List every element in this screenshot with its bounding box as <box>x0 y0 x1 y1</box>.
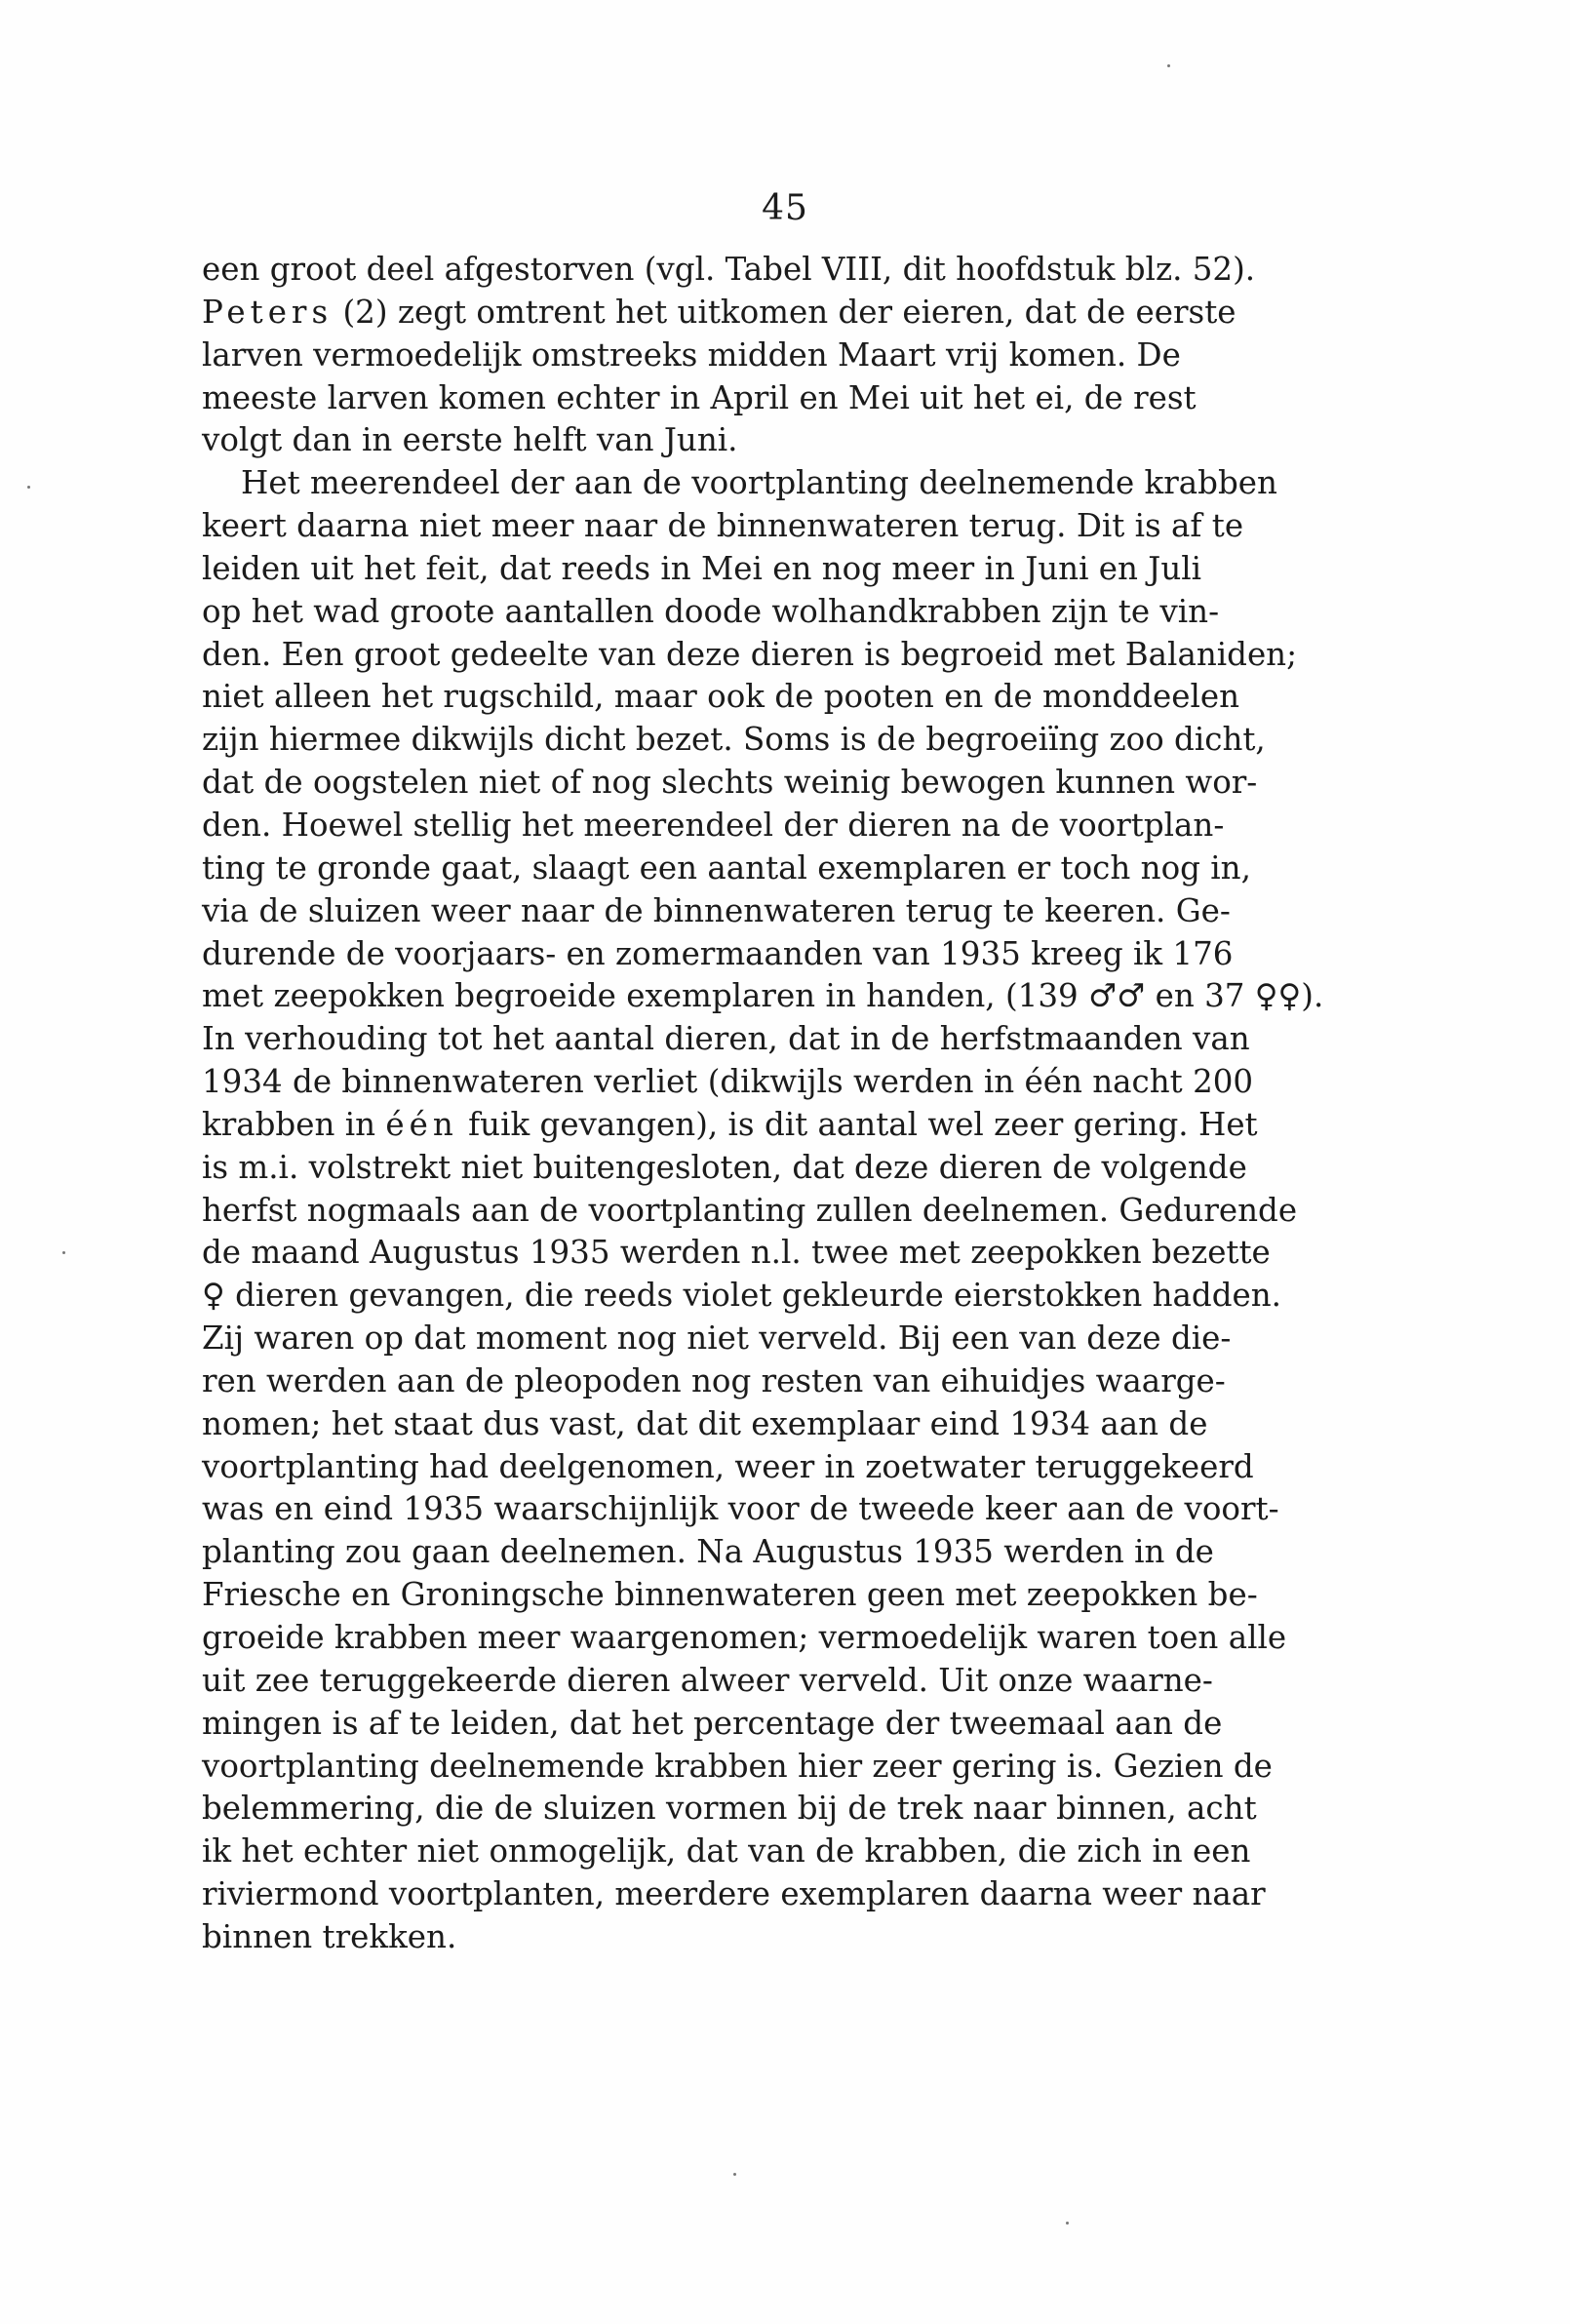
spaced-word: één <box>385 1105 458 1143</box>
scan-speck <box>62 1251 65 1254</box>
text-line: op het wad groote aantallen doode wolhandkrabben zijn te vin- <box>202 592 1220 630</box>
text-line: den. Een groot gedeelte van deze dieren is begroeid met Balaniden; <box>202 635 1298 673</box>
text-line: riviermond voortplanten, meerdere exemplaren daarna weer naar <box>202 1875 1266 1913</box>
text-line: nomen; het staat dus vast, dat dit exemplaar eind 1934 aan de <box>202 1404 1208 1442</box>
text-line: durende de voorjaars- en zomermaanden van 1935 kreeg ik 176 <box>202 934 1234 972</box>
text-line: dat de oogstelen niet of nog slechts weinig bewogen kunnen wor- <box>202 764 1258 802</box>
text-line: een groot deel afgestorven (vgl. Tabel VIII, dit hoofdstuk blz. 52). <box>202 251 1256 288</box>
text-line: via de sluizen weer naar de binnenwateren terug te keeren. Ge- <box>202 891 1231 929</box>
body-text <box>202 249 1324 1959</box>
page-number: 45 <box>762 188 808 228</box>
text-line: de maand Augustus 1935 werden n.l. twee met zeepokken bezette <box>202 1234 1271 1272</box>
text-line: ik het echter niet onmogelijk, dat van de krabben, die zich in een <box>202 1832 1251 1871</box>
text-line: herfst nogmaals aan de voortplanting zullen deelnemen. Gedurende <box>202 1191 1298 1229</box>
text-line: niet alleen het rugschild, maar ook de pooten en de monddeelen <box>202 678 1240 716</box>
text-line: groeide krabben meer waargenomen; vermoedelijk waren toen alle <box>202 1619 1287 1656</box>
text-line: larven vermoedelijk omstreeks midden Maart vrij komen. De <box>202 335 1181 374</box>
text-line: ren werden aan de pleopoden nog resten van eihuidjes waarge- <box>202 1361 1226 1399</box>
text-line: meeste larven komen echter in April en Mei uit het ei, de rest <box>202 378 1197 416</box>
text-line: Friesche en Groningsche binnenwateren geen met zeepokken be- <box>202 1576 1258 1614</box>
text-line: is m.i. volstrekt niet buitengesloten, dat deze dieren de volgende <box>202 1148 1247 1186</box>
text-line: binnen trekken. <box>202 1917 457 1955</box>
text-line: planting zou gaan deelnemen. Na Augustus 1935 werden in de <box>202 1533 1214 1571</box>
text-line: Peters (2) zegt omtrent het uitkomen der eieren, dat de eerste <box>202 293 1236 331</box>
text-line: leiden uit het feit, dat reeds in Mei en nog meer in Juni en Juli <box>202 549 1202 587</box>
text-line: mingen is af te leiden, dat het percentage der tweemaal aan de <box>202 1704 1223 1742</box>
text-line: met zeepokken begroeide exemplaren in handen, (139 ♂♂ en 37 ♀♀). <box>202 977 1324 1015</box>
text-line: belemmering, die de sluizen vormen bij de trek naar binnen, acht <box>202 1790 1257 1828</box>
text-line: keert daarna niet meer naar de binnenwateren terug. Dit is af te <box>202 507 1244 545</box>
text-line: In verhouding tot het aantal dieren, dat in de herfstmaanden van <box>202 1020 1250 1058</box>
text-line: krabben in één fuik gevangen), is dit aantal wel zeer gering. Het <box>202 1105 1258 1143</box>
text-line: den. Hoewel stellig het meerendeel der dieren na de voortplan- <box>202 806 1225 844</box>
scan-speck <box>1167 64 1170 67</box>
scan-speck <box>733 2173 736 2176</box>
author-name: Peters <box>202 293 334 331</box>
text-line: zijn hiermee dikwijls dicht bezet. Soms is de begroeiïng zoo dicht, <box>202 721 1266 759</box>
text-line: uit zee teruggekeerde dieren alweer verveld. Uit onze waarne- <box>202 1661 1213 1699</box>
text-line: ♀ dieren gevangen, die reeds violet gekleurde eierstokken hadden. <box>202 1277 1281 1315</box>
spaced-phrase: krabben in <box>202 1105 376 1143</box>
scan-speck <box>1066 2222 1069 2225</box>
text-line: Het meerendeel der aan de voortplanting deelnemende krabben <box>241 464 1277 502</box>
text-line: ting te gronde gaat, slaagt een aantal exemplaren er toch nog in, <box>202 848 1251 886</box>
scan-speck <box>27 486 30 489</box>
text-line: 1934 de binnenwateren verliet (dikwijls werden in één nacht 200 <box>202 1063 1254 1101</box>
text-line: voortplanting had deelgenomen, weer in zoetwater teruggekeerd <box>202 1447 1254 1485</box>
text-line: Zij waren op dat moment nog niet verveld. Bij een van deze die- <box>202 1320 1232 1358</box>
text-line: voortplanting deelnemende krabben hier zeer gering is. Gezien de <box>202 1747 1273 1785</box>
text-line: was en eind 1935 waarschijnlijk voor de tweede keer aan de voort- <box>202 1490 1279 1528</box>
text-line: volgt dan in eerste helft van Juni. <box>202 421 738 459</box>
